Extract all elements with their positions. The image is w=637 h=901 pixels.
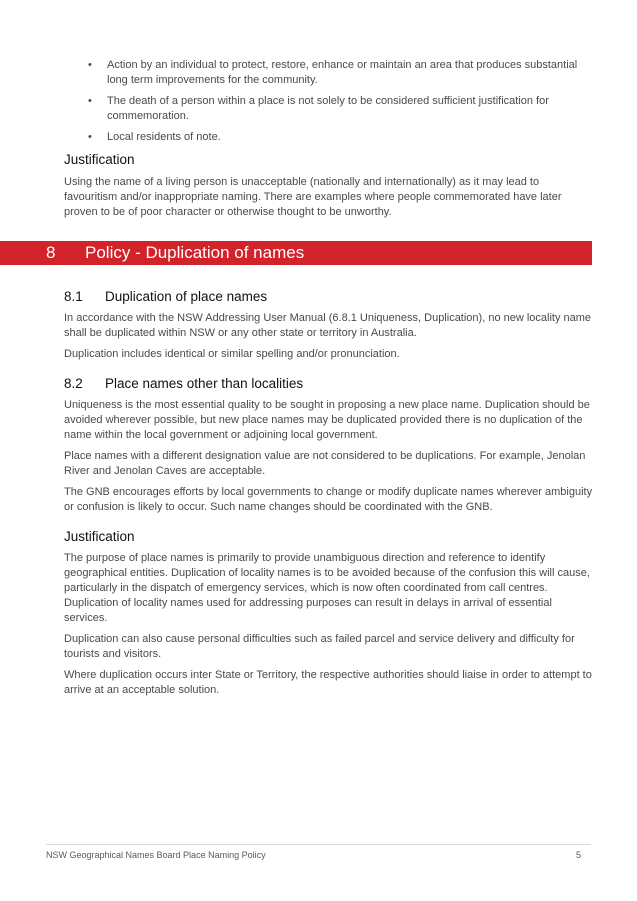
subsection-number: 8.2 [64,376,83,391]
paragraph: In accordance with the NSW Addressing User Manual (6.8.1 Uniqueness, Duplication), no new locality name shall be duplicated within NSW or any other state or territory in Australia. [64,312,592,339]
subsection-heading-8-1 [64,289,267,304]
paragraph: Where duplication occurs inter State or Territory, the respective authorities should liaise in order to attempt to arrive at an acceptable solution. [64,669,592,696]
list-item-text: Local residents of note. [107,131,221,143]
subsection-title: Duplication of place names [105,289,268,304]
bullet-list [88,58,598,151]
paragraph: The purpose of place names is primarily to provide unambiguous direction and reference to identify geographical entities. Duplication of locality names is to be avoided because of the confusion this will cause, particularly in the dispatch of emergency services, which is now often coordinated from call centres. Duplication of locality names used for addressing purposes can result in delays in arrival of essential services. [64,552,590,624]
section-banner [0,241,592,265]
subsection-heading-8-2 [64,376,303,391]
paragraph: Uniqueness is the most essential quality to be sought in proposing a new place name. Duplication should be avoided wherever possible, but new place names may be duplicated provided there is no duplication of the name within the local government or adjoining local government. [64,399,590,441]
footer-title: NSW Geographical Names Board Place Naming Policy [46,850,266,860]
footer-divider [46,844,591,845]
bullet-icon: • [88,131,92,143]
subsection-number: 8.1 [64,289,83,304]
section-title: Policy - Duplication of names [85,243,305,262]
justification-text: Using the name of a living person is unacceptable (nationally and internationally) as it may lead to favouritism and/or inappropriate naming. There are examples where people commemorated have later proven to be of poor character or otherwise thought to be unworthy. [64,176,562,218]
paragraph: The GNB encourages efforts by local governments to change or modify duplicate names wherever ambiguity or confusion is likely to occur. Such name changes should be coordinated with the GNB. [64,486,593,513]
bullet-icon: • [88,59,92,71]
list-item [88,94,598,124]
paragraph: Duplication can also cause personal difficulties such as failed parcel and service delivery and difficulty for tourists and visitors. [64,633,575,660]
paragraph: Place names with a different designation value are not considered to be duplications. For example, Jenolan River and Jenolan Caves are acceptable. [64,450,586,477]
paragraph: Duplication includes identical or similar spelling and/or pronunciation. [64,348,400,360]
list-item [88,130,598,145]
justification-heading: Justification [64,152,135,167]
justification-heading: Justification [64,529,135,544]
bullet-icon: • [88,95,92,107]
list-item-text: Action by an individual to protect, restore, enhance or maintain an area that produces substantial long term improvements for the community. [107,59,578,86]
list-item-text: The death of a person within a place is not solely to be considered sufficient justification for commemoration. [107,95,549,122]
subsection-title: Place names other than localities [105,376,304,391]
section-number: 8 [46,243,56,262]
page-number: 5 [576,850,582,860]
list-item [88,58,598,88]
